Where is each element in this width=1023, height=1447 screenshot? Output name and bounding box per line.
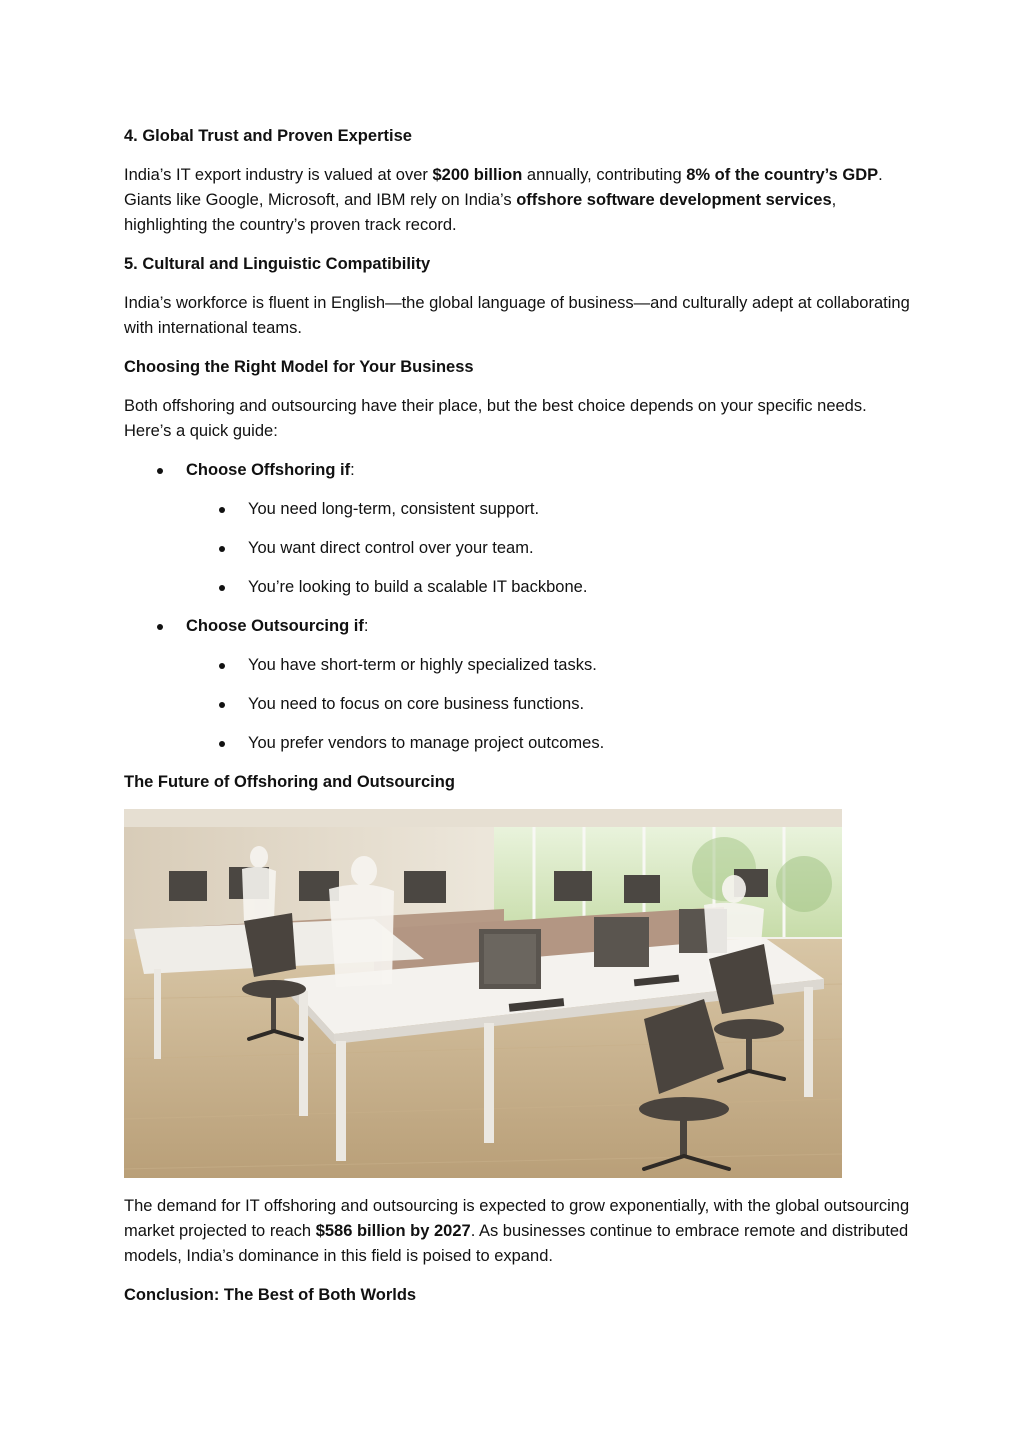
offshoring-label: Choose Offshoring if: [186, 461, 351, 479]
paragraph-future-demand: [124, 1194, 914, 1269]
colon: :: [350, 461, 355, 479]
section-heading-conclusion: Conclusion: The Best of Both Worlds: [124, 1286, 417, 1304]
list-item: [124, 653, 914, 678]
list-item-text: You need long-term, consistent support.: [248, 500, 540, 518]
list-item: [124, 536, 914, 561]
list-item: [124, 731, 914, 756]
guide-list: [124, 458, 914, 756]
paragraph-it-export: [124, 163, 914, 238]
text-span: , highlighting the country’s proven track record.: [124, 191, 837, 234]
document-content: [124, 124, 914, 1322]
paragraph-choosing-intro: Both offshoring and outsourcing have their place, but the best choice depends on your specific needs. Here’s a quick guide:: [124, 397, 867, 440]
text-span: . As businesses continue to embrace remote and distributed models, India’s dominance in this field is poised to expand.: [124, 1222, 909, 1265]
bullet-icon: [219, 585, 225, 591]
list-item-text: You prefer vendors to manage project outcomes.: [248, 734, 605, 752]
colon: :: [363, 617, 369, 635]
bullet-icon: [157, 624, 163, 630]
office-photo: [124, 809, 842, 1178]
section-heading-choosing-model: Choosing the Right Model for Your Business: [124, 358, 474, 376]
list-item-text: You want direct control over your team.: [248, 539, 534, 557]
section-heading-global-trust: 4. Global Trust and Proven Expertise: [124, 127, 412, 145]
list-item-outsourcing: [124, 614, 914, 639]
paragraph-cultural: India’s workforce is fluent in English—the global language of business—and culturally adept at collaborating with international teams.: [124, 294, 910, 337]
bullet-icon: [219, 702, 225, 708]
list-item-text: You need to focus on core business functions.: [248, 695, 585, 713]
bullet-icon: [219, 507, 225, 513]
list-item: [124, 692, 914, 717]
bullet-icon: [219, 741, 225, 747]
bullet-icon: [219, 663, 225, 669]
bold-200-billion: $200 billion: [432, 166, 523, 184]
text-span: India’s IT export industry is valued at over: [124, 166, 433, 184]
bold-gdp-share: 8% of the country’s GDP: [686, 166, 879, 184]
list-item-offshoring: [124, 458, 914, 483]
outsourcing-label: Choose Outsourcing if: [186, 617, 364, 635]
text-span: The demand for IT offshoring and outsourcing is expected to grow exponentially, with the global outsourcing market projected to reach: [124, 1197, 910, 1240]
bullet-icon: [219, 546, 225, 552]
list-item: [124, 497, 914, 522]
list-item-text: You’re looking to build a scalable IT backbone.: [248, 578, 588, 596]
list-item: [124, 575, 914, 600]
section-heading-future: The Future of Offshoring and Outsourcing: [124, 773, 455, 791]
list-item-text: You have short-term or highly specialized tasks.: [248, 656, 597, 674]
bullet-icon: [157, 468, 163, 474]
text-span: annually, contributing: [522, 166, 687, 184]
bold-offshore-services: offshore software development services: [516, 191, 832, 209]
text-span: . Giants like Google, Microsoft, and IBM rely on India’s: [124, 166, 883, 209]
bold-586-billion: $586 billion by 2027: [315, 1222, 471, 1240]
section-heading-cultural: 5. Cultural and Linguistic Compatibility: [124, 255, 431, 273]
